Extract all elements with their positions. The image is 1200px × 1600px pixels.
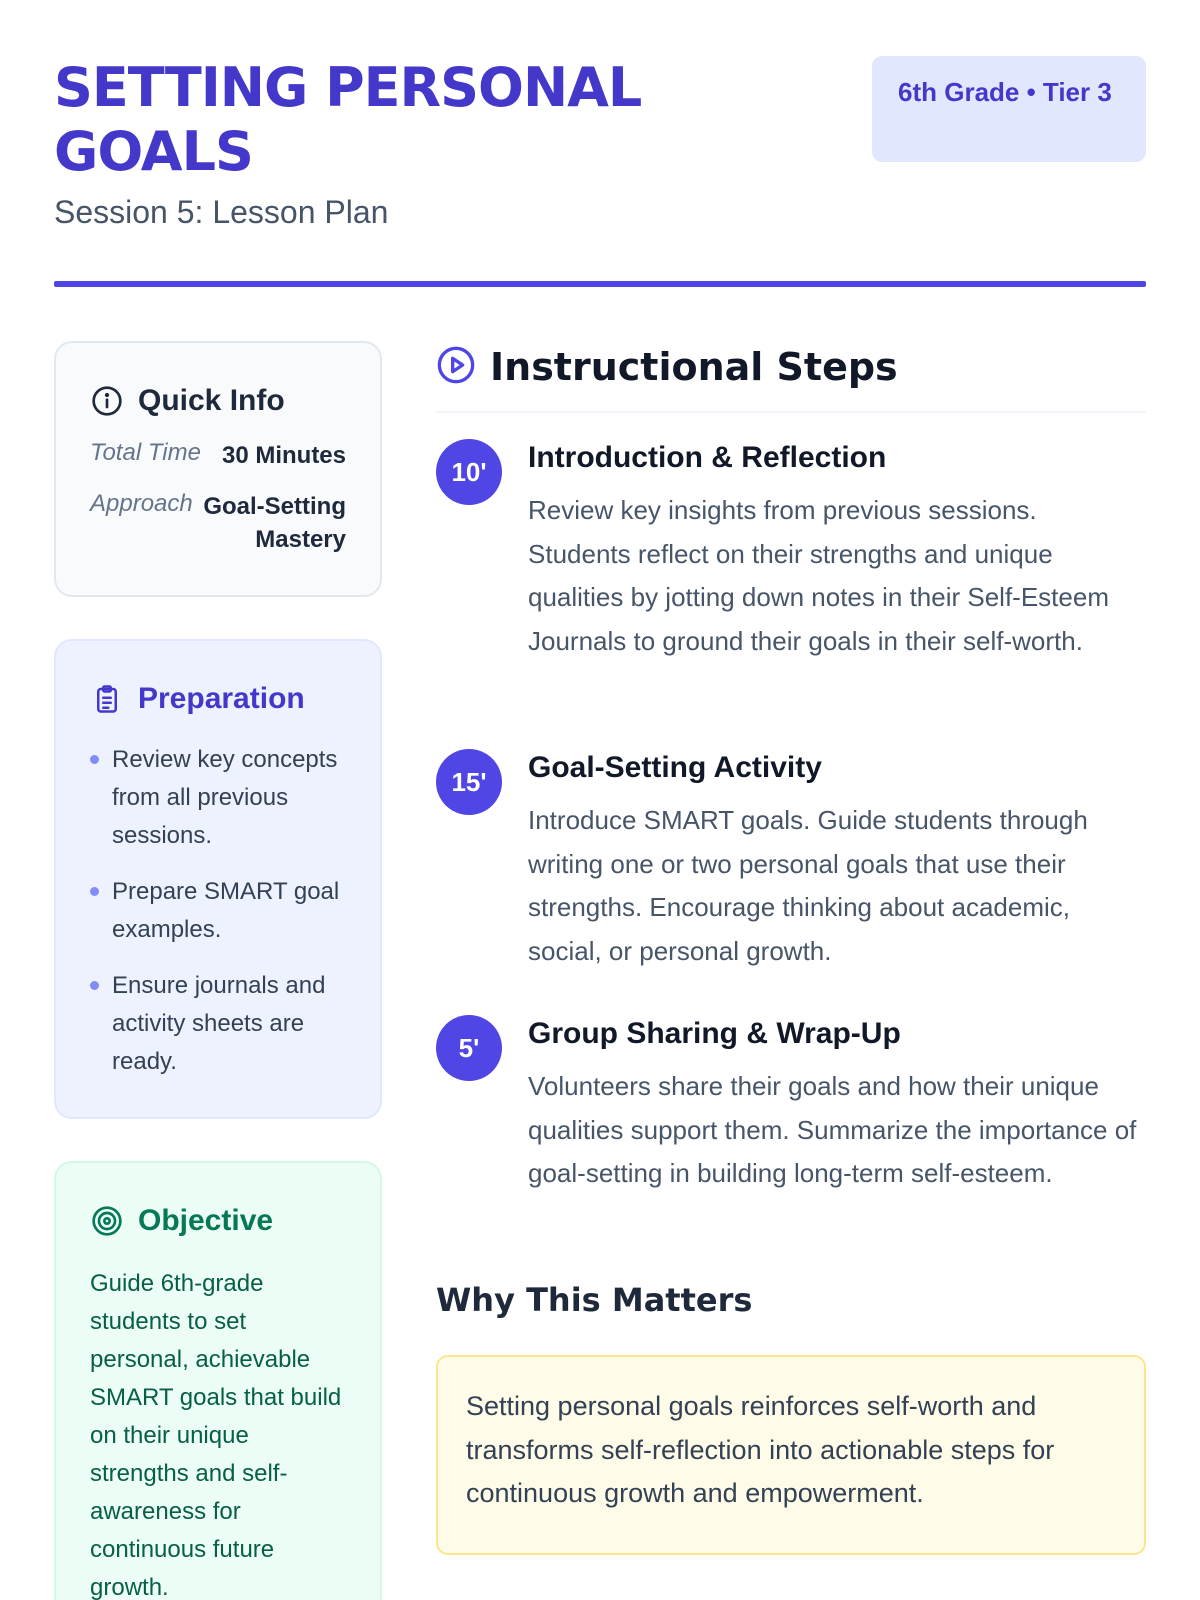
step-duration-badge: 10'	[436, 439, 502, 505]
quick-info-header	[90, 381, 346, 421]
step-title: Group Sharing & Wrap-Up	[528, 1017, 901, 1050]
instructional-steps-title: Instructional Steps	[490, 345, 898, 389]
list-item: Ensure journals and activity sheets are ready.	[90, 967, 346, 1081]
step-title: Introduction & Reflection	[528, 441, 887, 474]
quick-info-row-approach	[90, 490, 346, 556]
list-item: Prepare SMART goal examples.	[90, 873, 346, 949]
preparation-title: Preparation	[138, 682, 305, 715]
objective-title: Objective	[138, 1204, 274, 1237]
header-divider	[54, 281, 1146, 287]
quick-info-label: Total Time	[90, 439, 201, 466]
preparation-list	[90, 741, 346, 1081]
info-circle-icon	[90, 384, 124, 418]
quick-info-label: Approach	[90, 490, 193, 517]
page-header	[54, 56, 1146, 286]
play-circle-icon	[436, 345, 476, 390]
step-description: Review key insights from previous sessions. Students reflect on their strengths and unique qualities by jotting down notes in their Self-Esteem Journals to ground their goals in their self-worth.	[528, 495, 1109, 656]
main-content	[436, 341, 1146, 1508]
objective-text: Guide 6th-grade students to set personal, achievable SMART goals that build on their unique strengths and self-awareness for continuous future growth.	[90, 1270, 342, 1600]
step-description: Volunteers share their goals and how their unique qualities support them. Summarize the importance of goal-setting in building long-term self-esteem.	[528, 1071, 1137, 1188]
quick-info-value: Goal-Setting Mastery	[203, 493, 346, 553]
step-title: Goal-Setting Activity	[528, 751, 822, 784]
lesson-plan-page	[54, 0, 1146, 1600]
target-icon	[90, 1204, 124, 1238]
instructional-steps-header	[436, 341, 1146, 393]
quick-info-card	[54, 341, 382, 597]
why-this-matters-box: Setting personal goals reinforces self-worth and transforms self-reflection into actionable steps for continuous growth and empowerment.	[436, 1355, 1146, 1555]
clipboard-list-icon	[90, 682, 124, 716]
why-this-matters-title: Why This Matters	[436, 1281, 753, 1319]
quick-info-title: Quick Info	[138, 384, 285, 417]
objective-card	[54, 1161, 382, 1600]
preparation-header	[90, 679, 346, 719]
preparation-card	[54, 639, 382, 1119]
page-title: SETTING PERSONAL GOALS	[54, 56, 642, 183]
quick-info-value: 30 Minutes	[221, 442, 346, 469]
step-duration-badge: 5'	[436, 1015, 502, 1081]
grade-tier-badge: 6th Grade • Tier 3	[872, 56, 1146, 162]
step-duration-badge: 15'	[436, 749, 502, 815]
objective-header	[90, 1201, 346, 1241]
page-subtitle: Session 5: Lesson Plan	[54, 194, 389, 230]
step-description: Introduce SMART goals. Guide students through writing one or two personal goals that use their strengths. Encourage thinking about academic, social, or personal growth.	[528, 805, 1088, 966]
steps-divider	[436, 411, 1146, 413]
list-item: Review key concepts from all previous sessions.	[90, 741, 346, 855]
quick-info-row-time	[90, 439, 346, 472]
